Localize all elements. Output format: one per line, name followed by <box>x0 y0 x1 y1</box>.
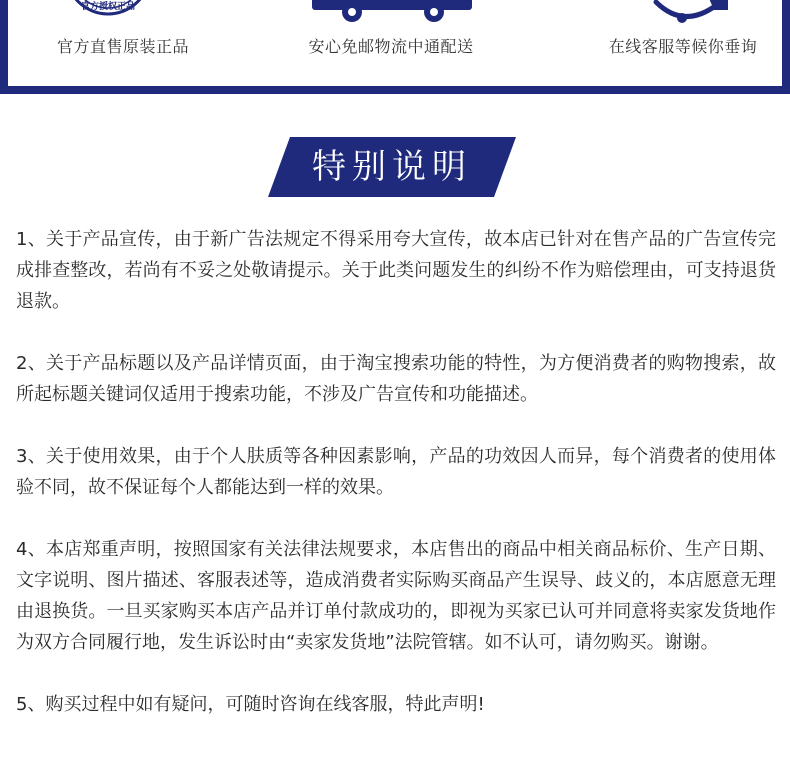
certification-seal-icon <box>8 0 238 30</box>
badge-label: 官方直售原装正品 <box>56 37 189 56</box>
notice-item: 1、关于产品宣传，由于新广告法规定不得采用夸大宣传，故本店已针对在售产品的广告宣传完成排查整改，若尚有不妥之处敬请提示。关于此类问题发生的纠纷不作为赔偿理由，可支持退货退款。 <box>16 229 776 312</box>
customer-service-headset-icon <box>568 0 790 30</box>
notice-item: 4、本店郑重声明，按照国家有关法律法规要求，本店售出的商品中相关商品标价、生产日期、文字说明、图片描述、客服表述等，造成消费者实际购买商品产生误导、歧义的，本店愿意无理由退换货。一旦买家购买本店产品并订单付款成功的，即视为买家已认可并同意将卖家发货地作为双方合同履行地，发生诉讼时由“卖家发货地”法院管辖。如不认可，请勿购买。谢谢。 <box>16 539 776 653</box>
delivery-truck-icon <box>276 0 506 30</box>
badge-free-shipping <box>276 0 506 70</box>
badge-customer-service <box>568 0 790 70</box>
notice-item: 5、购买过程中如有疑问，可随时咨询在线客服，特此声明! <box>16 694 485 715</box>
badge-label: 在线客服等候你垂询 <box>608 37 758 56</box>
section-title-banner <box>268 137 516 197</box>
notice-item: 3、关于使用效果，由于个人肤质等各种因素影响，产品的功效因人而异，每个消费者的使用体验不同，故不保证每个人都能达到一样的效果。 <box>16 446 776 498</box>
svg-text:官方授权正品: 官方授权正品 <box>80 2 136 12</box>
notice-item: 2、关于产品标题以及产品详情页面，由于淘宝搜索功能的特性，为方便消费者的购物搜索，故所起标题关键词仅适用于搜索功能，不涉及广告宣传和功能描述。 <box>16 353 776 405</box>
notice-list <box>16 224 776 720</box>
badge-authentic <box>8 0 238 70</box>
badge-label: 安心免邮物流中通配送 <box>308 37 474 56</box>
service-badge-strip <box>0 0 790 94</box>
section-title: 特别说明 <box>312 147 472 187</box>
